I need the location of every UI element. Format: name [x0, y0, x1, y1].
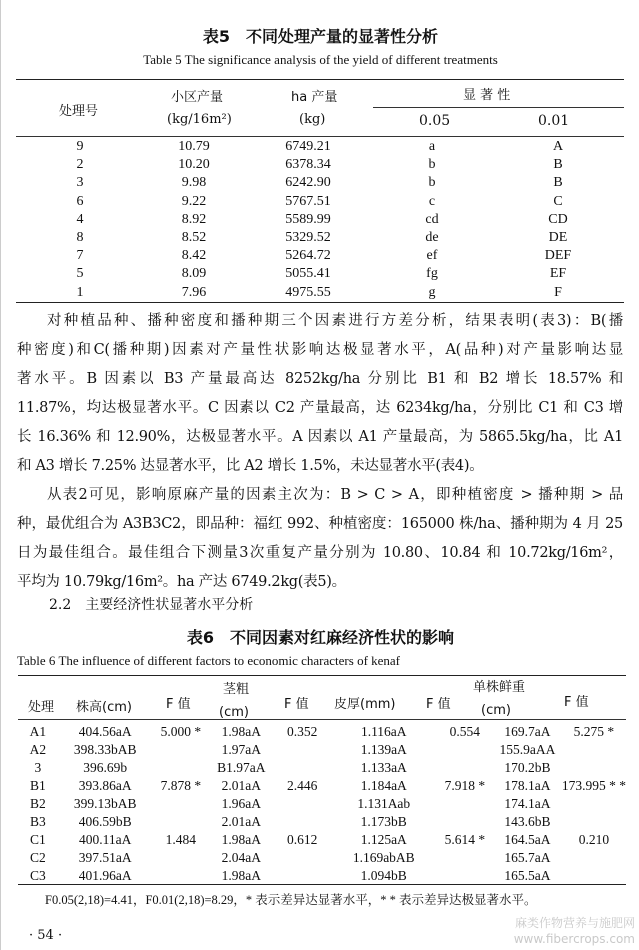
- table6-cell: [562, 849, 626, 867]
- table5-cell: g: [428, 284, 436, 300]
- table5-bottom-rule: [16, 302, 624, 303]
- table5-row: [16, 229, 624, 247]
- table6-cell: [153, 795, 209, 813]
- table6-cell: 155.9aAA: [499, 742, 556, 757]
- t5-h-plot: 小区产量: [171, 90, 224, 105]
- table5-cell: 5055.41: [285, 266, 331, 282]
- table5-cell: 8.52: [181, 230, 207, 246]
- t5-h-ha-unit: (kg): [299, 112, 326, 127]
- table6-cell: [562, 813, 626, 831]
- table6: [18, 723, 626, 885]
- table6-cell: 2.04aA: [221, 850, 261, 865]
- text-line: 著水平。B 因素以 B3 产量最高达 8252kg/ha 分别比 B1 和 B2 增长 18.57% 和: [17, 371, 623, 387]
- table6-cell: 1.169abAB: [352, 850, 415, 865]
- table6-cell: 0.554: [449, 724, 481, 739]
- table6-title: 表6 不同因素对红麻经济性状的影响: [186, 628, 455, 647]
- table6-cell: [274, 849, 331, 867]
- table5-cell: B: [553, 175, 563, 191]
- t6-header-bark: 皮厚(mm): [334, 697, 396, 712]
- table5-cell: DE: [548, 230, 568, 246]
- table5-cell: 10.79: [178, 139, 210, 155]
- table6-cell: 0.210: [578, 832, 610, 847]
- page-number: · 54 ·: [29, 928, 63, 943]
- text-line: 种，最优组合为 A3B3C2，即品种：福红 992、种植密度：165000 株/ha、播种期为 4 月 25: [17, 516, 623, 532]
- table5-cell: 5264.72: [285, 248, 331, 264]
- table5-cell: 5767.51: [285, 193, 331, 209]
- table6-cell: C1: [29, 832, 46, 847]
- t5-h-treatment: 处理号: [59, 104, 99, 119]
- table6-cell: 1.116aA: [360, 724, 407, 739]
- t6-header-stem: 茎粗: [223, 682, 250, 697]
- table5-cell: 5589.99: [285, 211, 331, 227]
- t6-header-f3: F 值: [426, 697, 451, 712]
- table6-cell: [437, 741, 493, 759]
- table5-row: [16, 193, 624, 211]
- table5-cell: C: [553, 193, 563, 209]
- text-line: 长 16.36% 和 12.90%，达极显著水平。A 因素以 A1 产量最高，为 5865.5kg/ha，比 A1: [17, 429, 623, 445]
- table5-cell: B: [553, 157, 563, 173]
- text-line: 种密度)和C(播种期)因素对产量性状影响达极显著水平，A(品种)对产量影响达显: [17, 342, 623, 358]
- text-line: 日为最佳组合。最佳组合下测量3次重复产量分别为 10.80、10.84 和 10.72kg/16m²，: [17, 545, 623, 561]
- t6-header-f1: F 值: [166, 697, 191, 712]
- t6-header-stem_unit: (cm): [219, 705, 249, 720]
- table5-cell: 6378.34: [285, 157, 331, 173]
- table6-cell: 1.98aA: [221, 724, 261, 739]
- table6-cell: B1: [29, 778, 46, 793]
- table5-top-rule: [16, 79, 624, 80]
- table5-cell: 8.09: [181, 266, 207, 282]
- table5-cell: 6: [76, 193, 84, 209]
- table6-cell: 1.484: [165, 832, 197, 847]
- table5-cell: 1: [76, 284, 84, 300]
- text-line: 11.87%，均达极显著水平。C 因素以 C2 产量最高，达 6234kg/ha，分别比 C1 和 C3 增: [17, 400, 623, 416]
- table5-cell: DEF: [544, 248, 572, 264]
- table6-bottom-rule: [18, 884, 626, 885]
- table5-cell: 4975.55: [285, 284, 331, 300]
- table5-cell: 5: [76, 266, 84, 282]
- table6-cell: 165.5aA: [504, 868, 551, 883]
- table6-cell: 7.878 *: [160, 778, 202, 793]
- table5-cell: 10.20: [178, 157, 210, 173]
- table6-row: [18, 741, 626, 759]
- t5-h-p01: 0.01: [538, 113, 570, 129]
- table5-cell: 5329.52: [285, 230, 331, 246]
- table6-cell: 0.352: [287, 724, 318, 739]
- table6-cell: 173.995 * *: [561, 778, 626, 793]
- table6-row: [18, 831, 626, 849]
- table6-cell: [153, 759, 209, 777]
- t5-h-p05: 0.05: [419, 113, 451, 129]
- table6-cell: [153, 849, 209, 867]
- table5-row: [16, 138, 624, 156]
- table5-row: [16, 156, 624, 174]
- table5-cell: 6242.90: [285, 175, 331, 191]
- table5-cell: 8.92: [181, 211, 207, 227]
- table6-cell: [274, 867, 331, 885]
- table6-subtitle: Table 6 The influence of different factors to economic characters of kenaf: [17, 653, 401, 668]
- table6-footnote: F0.05(2,18)=4.41，F0.01(2,18)=8.29，* 表示差异达显著水平，* * 表示差异达极显著水平。: [45, 893, 537, 907]
- table6-cell: 2.01aA: [221, 778, 261, 793]
- table6-cell: 406.59bB: [78, 814, 132, 829]
- table6-cell: B3: [29, 814, 46, 829]
- table6-cell: 398.33bAB: [73, 742, 137, 757]
- table5-cell: de: [425, 230, 439, 246]
- table5-cell: 7.96: [181, 284, 207, 300]
- table6-top-rule: [18, 675, 626, 676]
- table5-row: [16, 284, 624, 302]
- table6-cell: A1: [29, 724, 47, 739]
- table6-cell: B1.97aA: [217, 760, 266, 775]
- table5-cell: A: [552, 139, 564, 155]
- table6-row: [18, 723, 626, 741]
- table6-cell: [274, 759, 331, 777]
- table5-cell: b: [428, 157, 436, 173]
- table6-header-rule: [18, 719, 626, 720]
- t5-h-ha: ha 产量: [291, 90, 338, 105]
- table6-cell: 1.98aA: [221, 832, 261, 847]
- table5-row: [16, 174, 624, 192]
- table6-cell: [437, 849, 493, 867]
- table5-cell: 8: [76, 230, 84, 246]
- table6-cell: B2: [29, 796, 46, 811]
- table6-row: [18, 813, 626, 831]
- table6-cell: 178.1aA: [504, 778, 551, 793]
- t5-h-plot-unit: (kg/16m²): [167, 112, 232, 127]
- table6-cell: [562, 795, 626, 813]
- table6-cell: 400.11aA: [78, 832, 132, 847]
- table6-cell: 1.133aA: [360, 760, 407, 775]
- table6-cell: [437, 813, 493, 831]
- table6-cell: 170.2bB: [504, 760, 551, 775]
- table6-cell: C3: [29, 868, 46, 883]
- table5-header-rule: [16, 136, 624, 137]
- table6-cell: 1.98aA: [221, 868, 261, 883]
- table5-cell: 9: [76, 139, 84, 155]
- text-line: 对种植品种、播种密度和播种期三个因素进行方差分析，结果表明(表3)：B(播: [47, 313, 623, 329]
- table5-cell: F: [554, 284, 562, 300]
- watermark-name: 麻类作物营养与施肥网: [514, 916, 635, 930]
- table6-cell: 396.69b: [83, 760, 128, 775]
- table6-cell: 1.139aA: [360, 742, 407, 757]
- table5-cell: 3: [76, 175, 84, 191]
- table5-sig-rule: [373, 107, 624, 108]
- t6-header-f2: F 值: [284, 697, 309, 712]
- table6-cell: 0.612: [287, 832, 318, 847]
- table6-cell: 393.86aA: [78, 778, 132, 793]
- table6-cell: [562, 867, 626, 885]
- table6-cell: 1.184aA: [360, 778, 407, 793]
- table6-cell: [274, 795, 331, 813]
- table6-cell: 1.173bB: [360, 814, 407, 829]
- table6-cell: [153, 813, 209, 831]
- t6-header-height: 株高(cm): [76, 700, 132, 715]
- table5-cell: cd: [425, 211, 439, 227]
- table6-row: [18, 777, 626, 795]
- section-heading: 2.2 主要经济性状显著水平分析: [49, 597, 254, 613]
- text-line: 平均为 10.79kg/16m²。ha 产达 6749.2kg(表5)。: [17, 574, 346, 590]
- table6-cell: [153, 867, 209, 885]
- table5-cell: c: [428, 193, 436, 209]
- table5-row: [16, 265, 624, 283]
- table5-row: [16, 247, 624, 265]
- watermark-url: www.fibercrops.com: [513, 932, 635, 946]
- table6-cell: [562, 759, 626, 777]
- table6-cell: [274, 741, 331, 759]
- table6-cell: 174.1aA: [504, 796, 551, 811]
- table6-cell: 2.01aA: [221, 814, 261, 829]
- table6-cell: 1.97aA: [221, 742, 261, 757]
- table6-cell: [153, 741, 209, 759]
- table5-cell: 7: [76, 248, 84, 264]
- table5-cell: 2: [76, 157, 84, 173]
- table6-cell: 399.13bAB: [73, 796, 137, 811]
- table6-row: [18, 795, 626, 813]
- table6-row: [18, 759, 626, 777]
- table6-cell: 143.6bB: [504, 814, 551, 829]
- table6-cell: 1.96aA: [221, 796, 261, 811]
- table6-cell: [437, 867, 493, 885]
- table6-cell: 2.446: [287, 778, 318, 793]
- table6-row: [18, 867, 626, 885]
- table6-cell: 1.131Aab: [357, 796, 411, 811]
- table6-cell: 5.614 *: [444, 832, 486, 847]
- table5-cell: 8.42: [181, 248, 207, 264]
- table6-row: [18, 849, 626, 867]
- table6-cell: 7.918 *: [444, 778, 486, 793]
- table6-cell: [274, 813, 331, 831]
- t6-header-weight_unit: (cm): [481, 703, 511, 718]
- t6-header-f4: F 值: [564, 695, 589, 710]
- table6-cell: A2: [29, 742, 47, 757]
- t5-h-sig: 显 著 性: [463, 88, 511, 103]
- table5-subtitle: Table 5 The significance analysis of the yield of different treatments: [143, 52, 498, 67]
- table6-cell: 164.5aA: [504, 832, 551, 847]
- text-line: 从表2可见，影响原麻产量的因素主次为：B > C > A，即种植密度 > 播种期 > 品: [47, 487, 623, 503]
- table5-cell: 4: [76, 211, 84, 227]
- table6-cell: 5.000 *: [160, 724, 202, 739]
- table6-cell: 3: [34, 760, 42, 775]
- table6-cell: 1.094bB: [360, 868, 407, 883]
- table5-title: 表5 不同处理产量的显著性分析: [202, 27, 439, 46]
- table6-cell: [437, 795, 493, 813]
- table5-cell: ef: [426, 248, 438, 264]
- table5-cell: fg: [426, 266, 438, 282]
- table6-cell: 401.96aA: [78, 868, 132, 883]
- table5-cell: b: [428, 175, 436, 191]
- table5-cell: CD: [548, 211, 568, 227]
- table6-cell: 1.125aA: [360, 832, 407, 847]
- table5-cell: 6749.21: [285, 139, 331, 155]
- t6-header-weight: 单株鲜重: [473, 680, 526, 695]
- table6-cell: 165.7aA: [504, 850, 551, 865]
- table6-cell: 169.7aA: [504, 724, 551, 739]
- table5-cell: a: [428, 139, 436, 155]
- table6-cell: 404.56aA: [78, 724, 132, 739]
- table6-cell: 397.51aA: [78, 850, 132, 865]
- table6-cell: C2: [29, 850, 46, 865]
- table6-cell: 5.275 *: [573, 724, 615, 739]
- table6-cell: [562, 741, 626, 759]
- text-line: 和 A3 增长 7.25% 达显著水平，比 A2 增长 1.5%，未达显著水平(表4)。: [17, 458, 484, 474]
- table6-cell: [437, 759, 493, 777]
- table5-row: [16, 211, 624, 229]
- t6-header-treatment: 处理: [28, 700, 55, 715]
- table5-cell: EF: [549, 266, 567, 282]
- table5-cell: 9.22: [181, 193, 207, 209]
- table5-cell: 9.98: [181, 175, 207, 191]
- table5: [16, 138, 624, 302]
